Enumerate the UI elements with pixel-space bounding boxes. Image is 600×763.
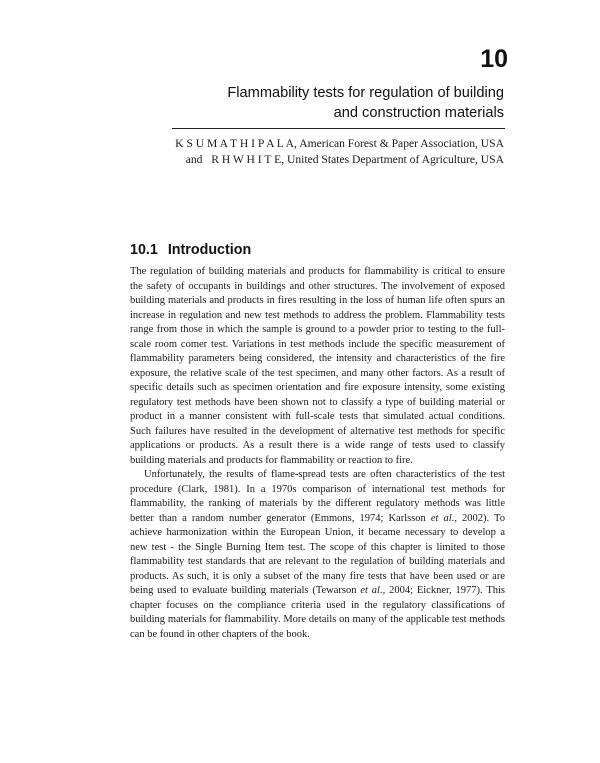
author-affiliation-1: , American Forest & Paper Association, USA — [294, 137, 504, 150]
citation-et-al-2: et al., — [360, 585, 386, 596]
chapter-number: 10 — [480, 45, 508, 73]
paragraph-2-part-a: Unfortunately, the results of flame-spread tests are often characteristics of the test procedure (Clark, 1981). In a 1970s comparison of international test methods for flammability, the ranking of materials by the different regulatory methods was little better than a random number generator (Emmons, 1974; Karlsson — [130, 469, 505, 524]
section-heading — [130, 240, 251, 260]
author-block — [84, 136, 504, 168]
title-divider — [172, 128, 505, 129]
author-line-2 — [84, 152, 504, 168]
paragraph-2-part-b: 2002). To achieve harmonization within the European Union, it became necessary to develop a new test - the Single Burning Item test. The scope of this chapter is limited to those flammability test standards that are relevant to the regulation of building materials and products. As such, it is only a subset of the many fire tests that have been used or are being used to evaluate building materials (Tewarson — [130, 512, 505, 596]
paragraph-2-part-c: 2004; Eickner, 1977). This chapter focuses on the compliance criteria used in the regulatory classifications of building materials for flammability. More details on many of the applicable test methods can be found in other chapters of the book. — [130, 585, 506, 640]
section-title: Introduction — [167, 242, 252, 258]
chapter-title-line-2: and construction materials — [333, 105, 504, 121]
author-conjunction: and — [185, 153, 203, 166]
citation-et-al-1: et al., — [430, 512, 457, 524]
body-text — [130, 265, 505, 642]
paragraph-1: The regulation of building materials and products for flammability is critical to ensure the safety of occupants in buildings and other structures. The involvement of exposed building materials and products in fires resulting in the loss of human life often spurs an increase in regulation and new test methods to address the problem. Flammability tests range from those in which the sample is ground to a powder prior to testing to the full-scale room comer test. Variations in test methods include the specific measurement of flammability parameters being considered, the intensity and characteristics of the fire exposure, the relative scale of the test specimen, and many other factors. As a result of specific details such as specimen orientation and fire exposure intensity, some existing regulatory test methods have been shown not to classify a type of building material or product in a manner consistent with full-scale tests that simulated actual conditions. Such failures have resulted in the development of alternative test methods for specific applications or products. As a result there is a wide range of tests used to classify building materials and products for flammability or reaction to fire. — [130, 266, 505, 466]
section-number: 10.1 — [130, 242, 158, 258]
chapter-title-line-1: Flammability tests for regulation of building — [227, 85, 504, 101]
chapter-title — [124, 83, 504, 123]
paragraph-2 — [130, 468, 505, 642]
author-line-1 — [84, 136, 504, 152]
author-name-1: K S U M A T H I P A L A — [175, 137, 295, 150]
author-affiliation-2: , United States Department of Agriculture, USA — [281, 153, 504, 166]
author-name-2: R H W H I T E — [211, 153, 282, 166]
